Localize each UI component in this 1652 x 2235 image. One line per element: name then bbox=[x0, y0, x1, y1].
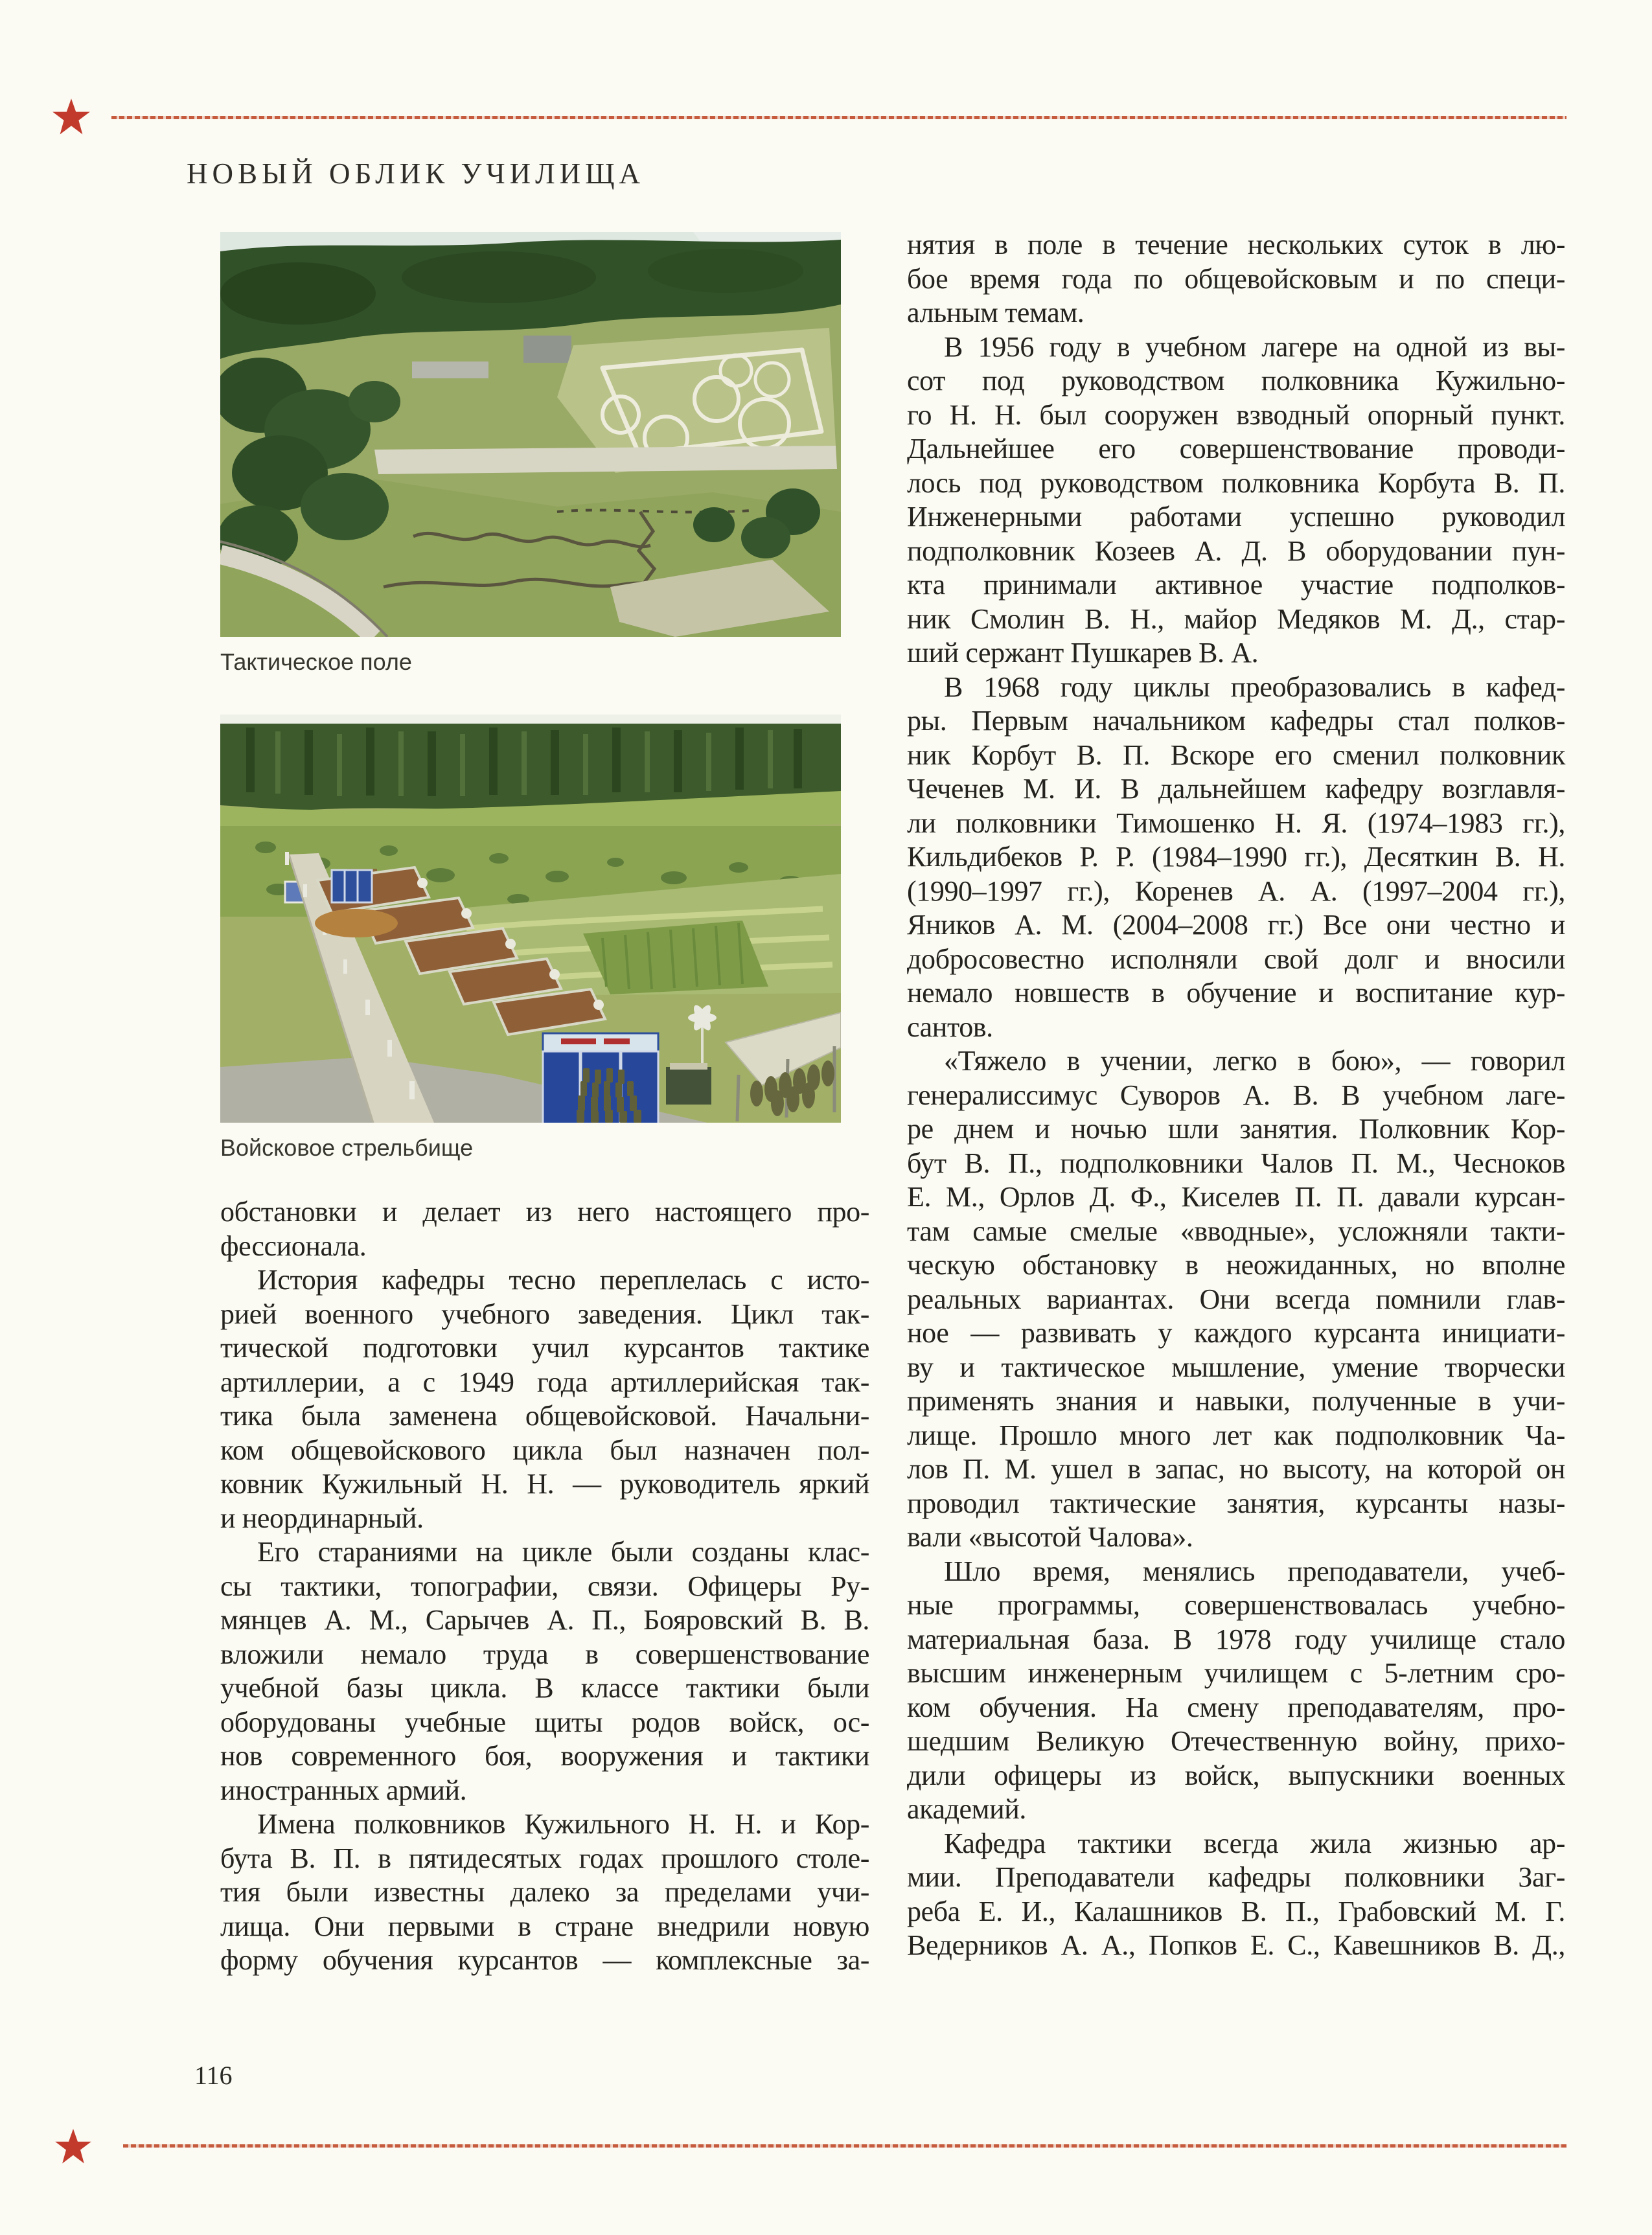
text-line: Яников А. М. (2004–2008 гг.) Все они честно и bbox=[907, 909, 1565, 941]
text-line: материальная база. В 1978 году училище стало bbox=[907, 1623, 1565, 1655]
text-line: артиллерии, а с 1949 года артиллерийская так- bbox=[220, 1366, 869, 1398]
text-line: ком общевойскового цикла был назначен пол- bbox=[220, 1434, 869, 1466]
text-line: учебной базы цикла. В классе тактики были bbox=[220, 1672, 869, 1704]
text-line: В 1968 году циклы преобразовались в кафед- bbox=[944, 670, 1565, 703]
text-line: лов П. М. ушел в запас, но высоту, на которой он bbox=[907, 1453, 1565, 1485]
text-line: ческую обстановку в неожиданных, но вполне bbox=[907, 1249, 1565, 1281]
text-line: рией военного учебного заведения. Цикл так- bbox=[220, 1298, 869, 1330]
photo-caption: Тактическое поле bbox=[220, 648, 412, 675]
text-line: ное — развивать у каждого курсанта инициати- bbox=[907, 1317, 1565, 1349]
text-line: Кильдибеков Р. Р. (1984–1990 гг.), Десяткин В. Н. bbox=[907, 841, 1565, 873]
text-line: Инженерными работами успешно руководил bbox=[907, 501, 1565, 533]
text-line: Имена полковников Кужильного Н. Н. и Кор- bbox=[257, 1808, 869, 1840]
text-line: ные программы, совершенствовалась учебно- bbox=[907, 1589, 1565, 1621]
text-line: бута В. П. в пятидесятых годах прошлого столе- bbox=[220, 1842, 869, 1874]
text-line: ник Корбут В. П. Вскоре его сменил полковник bbox=[907, 739, 1565, 771]
shooting-range-photo bbox=[220, 715, 841, 1123]
text-line: и неординарный. bbox=[220, 1502, 424, 1534]
bottom-rule bbox=[123, 2144, 1566, 2148]
tactical-field-figure bbox=[220, 232, 841, 676]
text-line: реба Е. И., Калашников В. П., Грабовский М. Г. bbox=[907, 1895, 1565, 1927]
text-line: лища. Они первыми в стране внедрили новую bbox=[220, 1910, 869, 1942]
text-line: «Тяжело в учении, легко в бою», — говорил bbox=[944, 1045, 1565, 1077]
page-number: 116 bbox=[194, 2061, 233, 2090]
paragraph bbox=[220, 1263, 869, 1535]
paragraph bbox=[220, 1195, 869, 1263]
text-line: сантов. bbox=[907, 1011, 993, 1043]
star-icon bbox=[52, 97, 91, 137]
text-line: бут В. П., подполковники Чалов П. М., Чесноков bbox=[907, 1147, 1565, 1179]
text-line: высшим инженерным училищем с 5-летним сро- bbox=[907, 1657, 1565, 1689]
text-line: Шло время, менялись преподаватели, учеб- bbox=[944, 1555, 1565, 1587]
text-line: Е. М., Орлов Д. Ф., Киселев П. П. давали курсан- bbox=[907, 1181, 1565, 1213]
text-line: вали «высотой Чалова». bbox=[907, 1521, 1193, 1553]
text-line: иностранных армий. bbox=[220, 1774, 467, 1806]
text-line: добросовестно исполняли свой долг и вносили bbox=[907, 943, 1565, 975]
text-line: кта принимали активное участие подполков- bbox=[907, 569, 1565, 601]
text-line: Его стараниями на цикле были созданы клас- bbox=[257, 1536, 869, 1568]
text-line: нятия в поле в течение нескольких суток в лю- bbox=[907, 229, 1565, 260]
text-line: академий. bbox=[907, 1793, 1027, 1825]
text-line: альным темам. bbox=[907, 297, 1084, 328]
text-line: тической подготовки учил курсантов тактике bbox=[220, 1332, 869, 1364]
text-line: вложили немало труда в совершенствование bbox=[220, 1638, 869, 1670]
tactical-field-photo bbox=[220, 232, 841, 637]
text-line: Ведерников А. А., Попков Е. С., Кавешников В. Д., bbox=[907, 1929, 1565, 1961]
text-line: форму обучения курсантов — комплексные за- bbox=[220, 1944, 869, 1976]
text-line: мянцев А. М., Сарычев А. П., Бояровский В. В. bbox=[220, 1604, 869, 1636]
paragraph bbox=[907, 1827, 1565, 1963]
star-icon bbox=[54, 2127, 92, 2166]
text-line: сот под руководством полковника Кужильно- bbox=[907, 365, 1565, 396]
text-line: ник Смолин В. Н., майор Медяков М. Д., стар- bbox=[907, 602, 1565, 635]
text-line: бое время года по общевойсковым и по специ- bbox=[907, 262, 1565, 295]
text-line: дили офицеры из войск, выпускники военных bbox=[907, 1759, 1565, 1791]
text-line: (1990–1997 гг.), Коренев А. А. (1997–2004 гг.), bbox=[907, 875, 1565, 907]
paragraph bbox=[220, 1535, 869, 1807]
paragraph bbox=[907, 228, 1565, 330]
text-line: проводил тактические занятия, курсанты назы- bbox=[907, 1487, 1565, 1519]
text-line: подполковник Козеев А. Д. В оборудовании пун- bbox=[907, 534, 1565, 567]
text-line: ком обучения. На смену преподавателям, про- bbox=[907, 1691, 1565, 1723]
text-line: тика была заменена общевойсковой. Начальни- bbox=[220, 1400, 869, 1432]
paragraph bbox=[907, 1044, 1565, 1555]
text-line: История кафедры тесно переплелась с исто- bbox=[257, 1264, 869, 1296]
paragraph bbox=[907, 330, 1565, 670]
text-line: реальных вариантах. Они всегда помнили глав- bbox=[907, 1283, 1565, 1315]
paragraph bbox=[220, 1807, 869, 1978]
text-line: ший сержант Пушкарев В. А. bbox=[907, 637, 1259, 669]
top-rule bbox=[111, 116, 1566, 119]
text-line: ры. Первым начальником кафедры стал полков- bbox=[907, 705, 1565, 737]
text-line: лось под руководством полковника Корбута В. П. bbox=[907, 466, 1565, 499]
text-line: мии. Преподаватели кафедры полковники Заг- bbox=[907, 1861, 1565, 1893]
page-title: НОВЫЙ ОБЛИК УЧИЛИЩА bbox=[187, 157, 645, 190]
text-line: применять знания и навыки, полученные в учи- bbox=[907, 1385, 1565, 1417]
text-line: ву и тактическое мышление, умение творчески bbox=[907, 1351, 1565, 1383]
text-line: там самые смелые «вводные», усложняли такти- bbox=[907, 1215, 1565, 1247]
text-line: ре днем и ночью шли занятия. Полковник Кор- bbox=[907, 1113, 1565, 1145]
left-text-column bbox=[220, 1195, 869, 1978]
paragraph bbox=[907, 670, 1565, 1045]
text-line: В 1956 году в учебном лагере на одной из вы- bbox=[944, 330, 1565, 363]
text-line: лище. Прошло много лет как подполковник Ча- bbox=[907, 1419, 1565, 1451]
photo-caption: Войсковое стрельбище bbox=[220, 1134, 474, 1161]
text-line: сы тактики, топографии, связи. Офицеры Ру- bbox=[220, 1570, 869, 1602]
text-line: фессионала. bbox=[220, 1230, 367, 1262]
text-line: Кафедра тактики всегда жила жизнью ар- bbox=[944, 1827, 1565, 1859]
text-line: ли полковники Тимошенко Н. Я. (1974–1983 гг.), bbox=[907, 807, 1565, 839]
text-line: тия были известны далеко за пределами учи- bbox=[220, 1876, 869, 1908]
shooting-range-figure bbox=[220, 715, 841, 1162]
text-line: Дальнейшее его совершенствование проводи- bbox=[907, 433, 1565, 464]
text-line: нов современного боя, вооружения и тактики bbox=[220, 1740, 869, 1772]
right-text-column bbox=[907, 228, 1565, 1963]
text-line: шедшим Великую Отечественную войну, прихо- bbox=[907, 1725, 1565, 1757]
paragraph bbox=[907, 1555, 1565, 1827]
text-line: оборудованы учебные щиты родов войск, ос- bbox=[220, 1706, 869, 1738]
text-line: генералиссимус Суворов А. В. В учебном лаге- bbox=[907, 1079, 1565, 1111]
text-line: Чеченев М. И. В дальнейшем кафедру возглавля- bbox=[907, 773, 1565, 805]
text-line: ковник Кужильный Н. Н. — руководитель яркий bbox=[220, 1468, 869, 1500]
text-line: немало новшеств в обучение и воспитание кур- bbox=[907, 977, 1565, 1009]
text-line: обстановки и делает из него настоящего про- bbox=[220, 1196, 869, 1228]
text-line: го Н. Н. был сооружен взводный опорный пункт. bbox=[907, 398, 1565, 431]
